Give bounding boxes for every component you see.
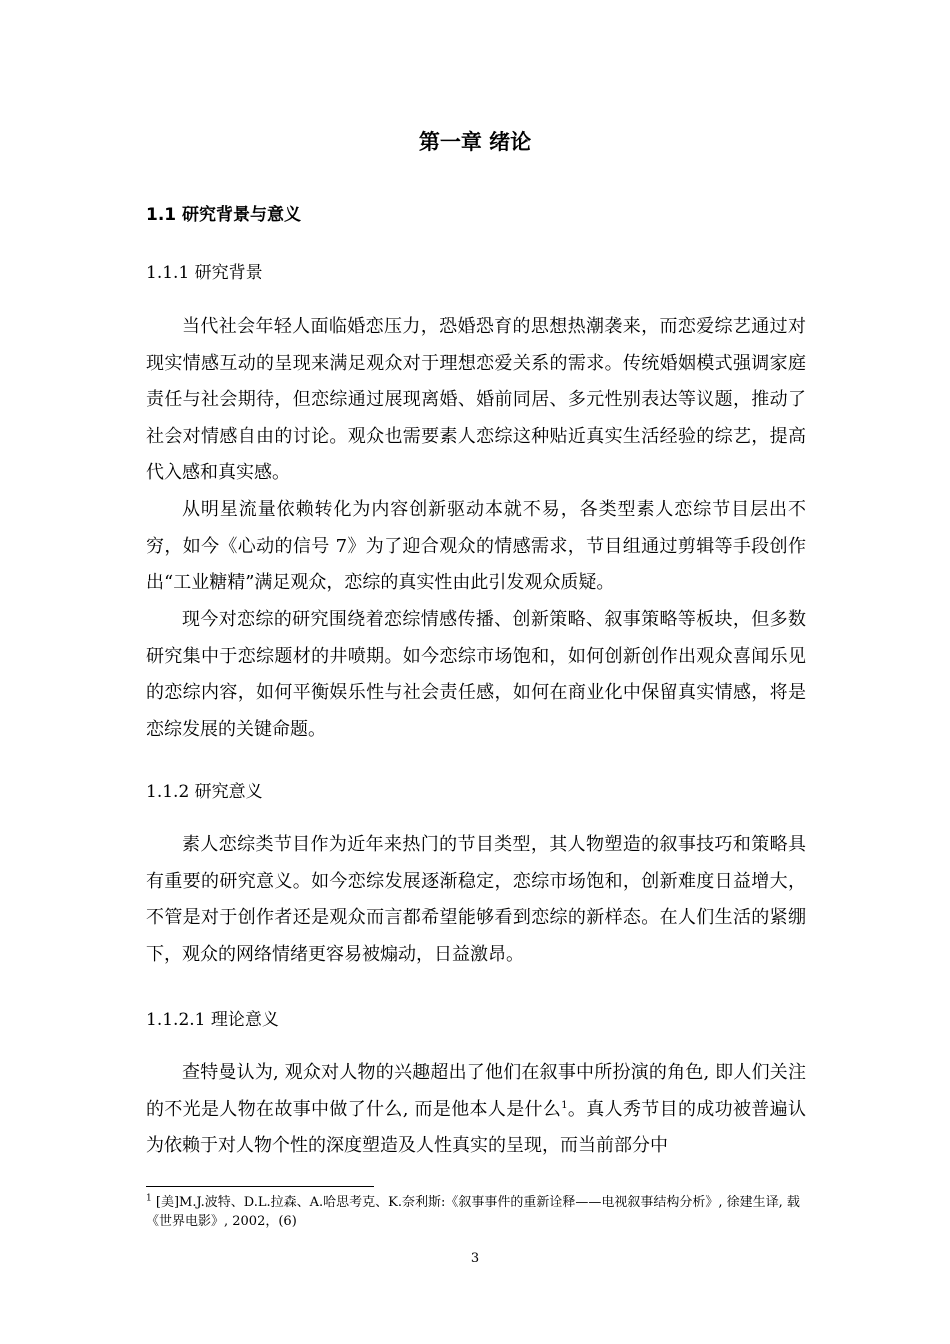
section-heading-1-1: 1.1 研究背景与意义 xyxy=(146,205,302,225)
paragraph-background-2: 从明星流量依赖转化为内容创新驱动本就不易，各类型素人恋综节目层出不穷，如今《心动的信号 7》为了迎合观众的情感需求，节目组通过剪辑等手段创作出“工业糖精”满足观众，恋综的真实性由此引发观众质疑。 xyxy=(146,499,806,593)
subsection-heading-1-1-1: 1.1.1 研究背景 xyxy=(146,263,263,283)
page-number: 3 xyxy=(470,1251,480,1266)
footnote-mark: 1 xyxy=(146,1193,152,1204)
paragraph-background-1: 当代社会年轻人面临婚恋压力，恐婚恐育的思想热潮袭来，而恋爱综艺通过对现实情感互动的呈现来满足观众对于理想恋爱关系的需求。传统婚姻模式强调家庭责任与社会期待，但恋综通过展现离婚、婚前同居、多元性别表达等议题，推动了社会对情感自由的讨论。观众也需要素人恋综这种贴近真实生活经验的综艺，提高代入感和真实感。 xyxy=(146,316,806,483)
subsection-heading-1-1-2-1: 1.1.2.1 理论意义 xyxy=(146,1010,279,1030)
footnote-separator xyxy=(146,1186,374,1187)
chapter-title: 第一章 绪论 xyxy=(418,130,532,154)
paragraph-background-3: 现今对恋综的研究围绕着恋综情感传播、创新策略、叙事策略等板块，但多数研究集中于恋综题材的井喷期。如今恋综市场饱和，如何创新创作出观众喜闻乐见的恋综内容，如何平衡娱乐性与社会责任感，如何在商业化中保留真实情感，将是恋综发展的关键命题。 xyxy=(146,609,806,740)
footnote-reference[interactable]: 1 xyxy=(561,1099,568,1111)
paragraph-theory-text-a: 查特曼认为, 观众对人物的兴趣超出了他们在叙事中所扮演的角色, 即人们关注的不光是人物在故事中做了什么, 而是他本人是什么 xyxy=(146,1062,806,1120)
paragraph-theory xyxy=(146,1055,806,1165)
footnote-text: [美]M.J.波特、D.L.拉森、A.哈思考克、K.奈利斯:《叙事事件的重新诠释——电视叙事结构分析》, 徐建生译, 载《世界电影》, 2002，(6) xyxy=(146,1195,800,1229)
paragraph-theory-text-b: 。真人秀节目的成功被普遍认为依赖于对人物个性的深度塑造及人性真实的呈现，而当前部分中 xyxy=(146,1098,806,1156)
subsection-heading-1-1-2: 1.1.2 研究意义 xyxy=(146,782,263,802)
footnote xyxy=(146,1193,806,1231)
paragraph-significance: 素人恋综类节目作为近年来热门的节目类型，其人物塑造的叙事技巧和策略具有重要的研究意义。如今恋综发展逐渐稳定，恋综市场饱和，创新难度日益增大，不管是对于创作者还是观众而言都希望能够看到恋综的新样态。在人们生活的紧绷下，观众的网络情绪更容易被煽动，日益激昂。 xyxy=(146,834,806,965)
